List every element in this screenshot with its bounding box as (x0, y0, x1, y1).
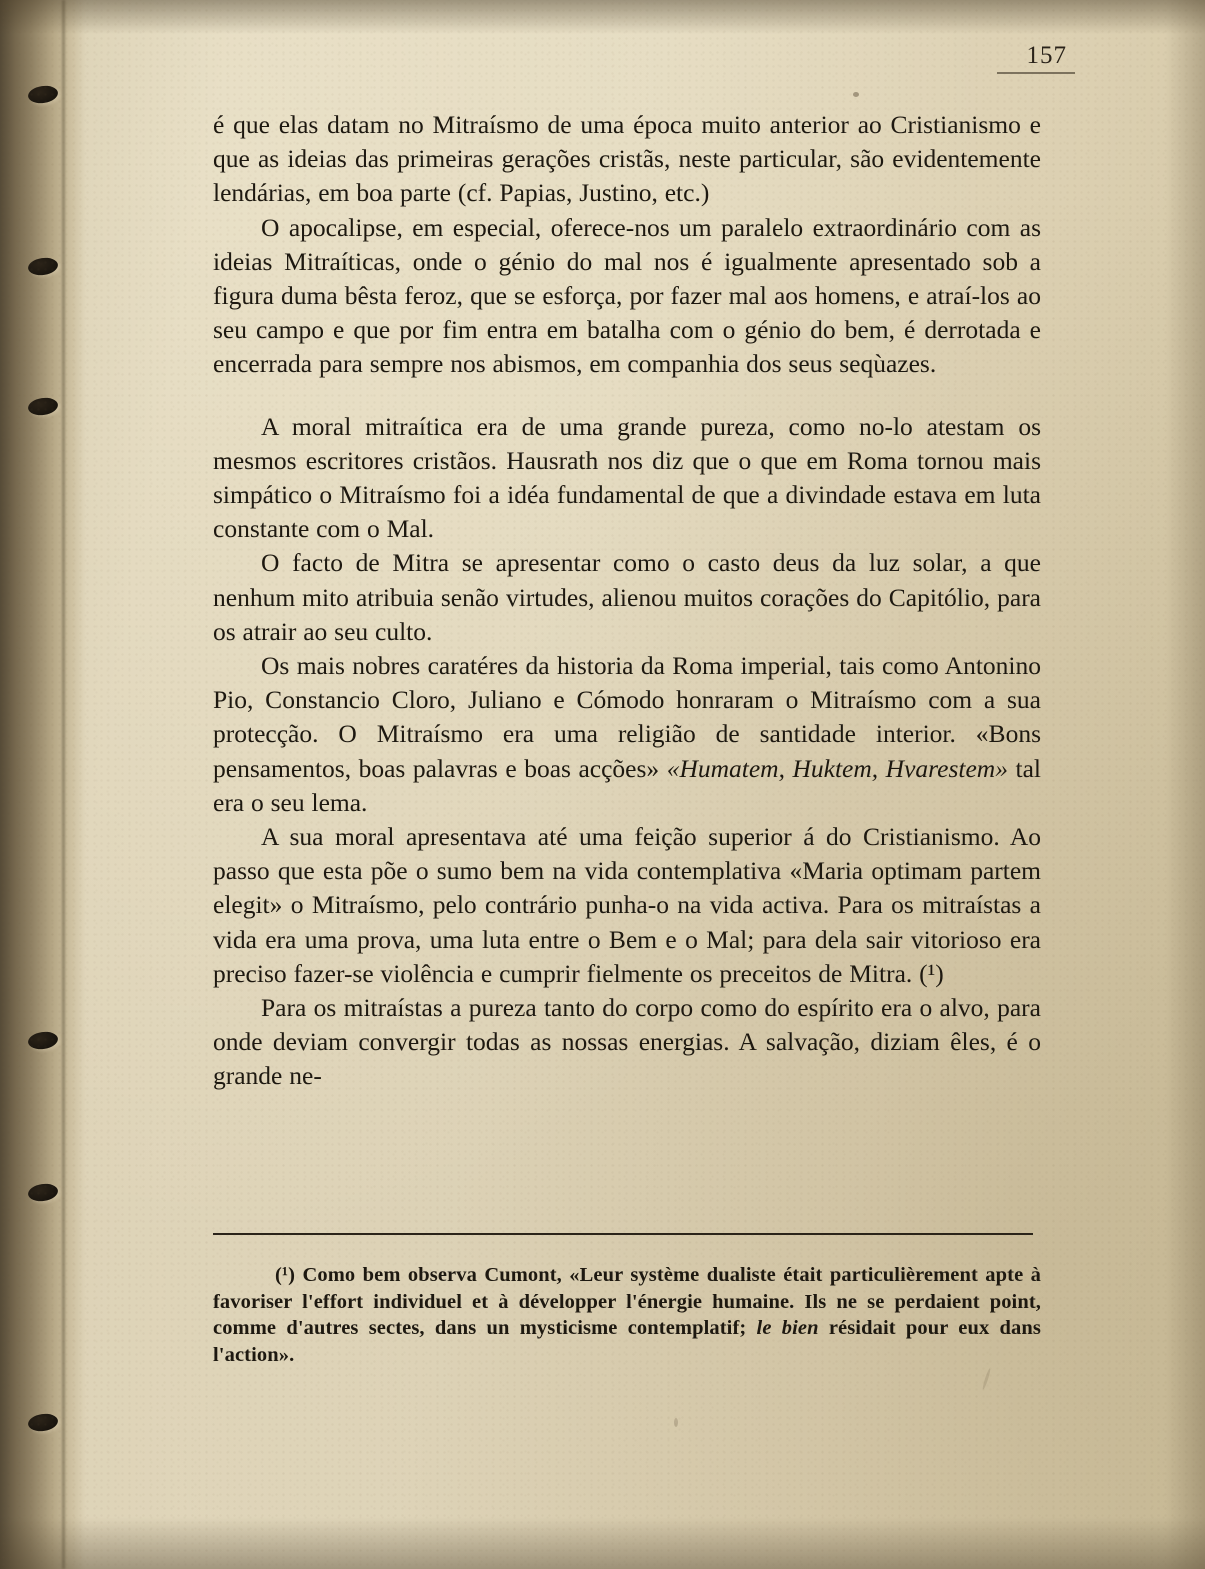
paragraph-text-lead: Os mais nobres caratéres da historia da Roma imperial, tais como Antonino Pio, Constancio Cloro, Juliano e Cómodo honraram o Mitraísmo com a sua protecção. O Mitraísmo era uma religião de santidade interior. «Bons pensamentos, boas palavras e boas acções» (213, 651, 1041, 783)
gutter-edge-line (62, 0, 65, 1569)
page-edge-shading-top (0, 0, 1205, 34)
paragraph-italic-phrase: «Humatem, Huktem, Hvarestem» (666, 753, 1008, 783)
binding-gutter-shadow (0, 0, 86, 1569)
body-text-block (213, 108, 1041, 1094)
paragraph-with-italic (213, 649, 1041, 820)
paper-speck (674, 1418, 678, 1427)
page-number: 157 (1026, 42, 1067, 69)
page-edge-shading-bottom (0, 1517, 1205, 1569)
paragraph-text-tail: tal era o seu lema. (213, 753, 1041, 817)
paragraph: O facto de Mitra se apresentar como o casto deus da luz solar, a que nenhum mito atribuia senão virtudes, alienou muitos corações do Capitólio, para os atrair ao seu culto. (213, 548, 1041, 646)
footnote-text-tail: résidait pour eux dans l'action». (213, 1317, 1041, 1366)
footnote (213, 1262, 1041, 1368)
paragraph: Para os mitraístas a pureza tanto do corpo como do espírito era o alvo, para onde deviam convergir todas as nossas energias. A salvação, diziam êles, é o grande ne- (213, 993, 1041, 1091)
footnote-text-lead: Como bem observa Cumont, «Leur système dualiste était particulièrement apte à favoriser l'effort individuel et à développer l'énergie humaine. Ils ne se perdaient point, comme d'autres sectes, dans un mysticisme contemplatif; (213, 1264, 1041, 1339)
paragraph-spacer (213, 382, 1041, 410)
paragraph: A sua moral apresentava até uma feição superior á do Cristianismo. Ao passo que esta põe o sumo bem na vida contemplativa «Maria optimam partem elegit» o Mitraísmo, pelo contrário punha-o na vida activa. Para os mitraístas a vida era uma prova, uma luta entre o Bem e o Mal; para dela sair vitorioso era preciso fazer-se violência e cumprir fielmente os preceitos de Mitra. (¹) (213, 822, 1041, 988)
paragraph: O apocalipse, em especial, oferece-nos um paralelo extraordinário com as ideias Mitraíticas, onde o génio do mal nos é igualmente apresentado sob a figura duma bêsta feroz, que se esforça, por fazer mal aos homens, e atraí-los ao seu campo e que por fim entra em batalha com o génio do bem, é derrotada e encerrada para sempre nos abismos, em companhia dos seus seqùazes. (213, 212, 1041, 379)
footnote-separator-rule (213, 1233, 1033, 1235)
paper-speck (853, 92, 859, 97)
paragraph: A moral mitraítica era de uma grande pureza, como no-lo atestam os mesmos escritores cristãos. Hausrath nos diz que o que em Roma tornou mais simpático o Mitraísmo foi a idéa fundamental de que a divindade estava em luta constante com o Mal. (213, 411, 1041, 544)
page-edge-shading-right (1165, 0, 1205, 1569)
footnote-marker: (¹) (275, 1264, 296, 1286)
paper-speck (982, 1368, 992, 1390)
paragraph: é que elas datam no Mitraísmo de uma época muito anterior ao Cristianismo e que as ideias das primeiras gerações cristãs, neste particular, são evidentemente lendárias, em boa parte (cf. Papias, Justino, etc.) (213, 110, 1041, 208)
footnote-italic-phrase: le bien (756, 1317, 819, 1339)
page-number-rule (997, 72, 1075, 74)
